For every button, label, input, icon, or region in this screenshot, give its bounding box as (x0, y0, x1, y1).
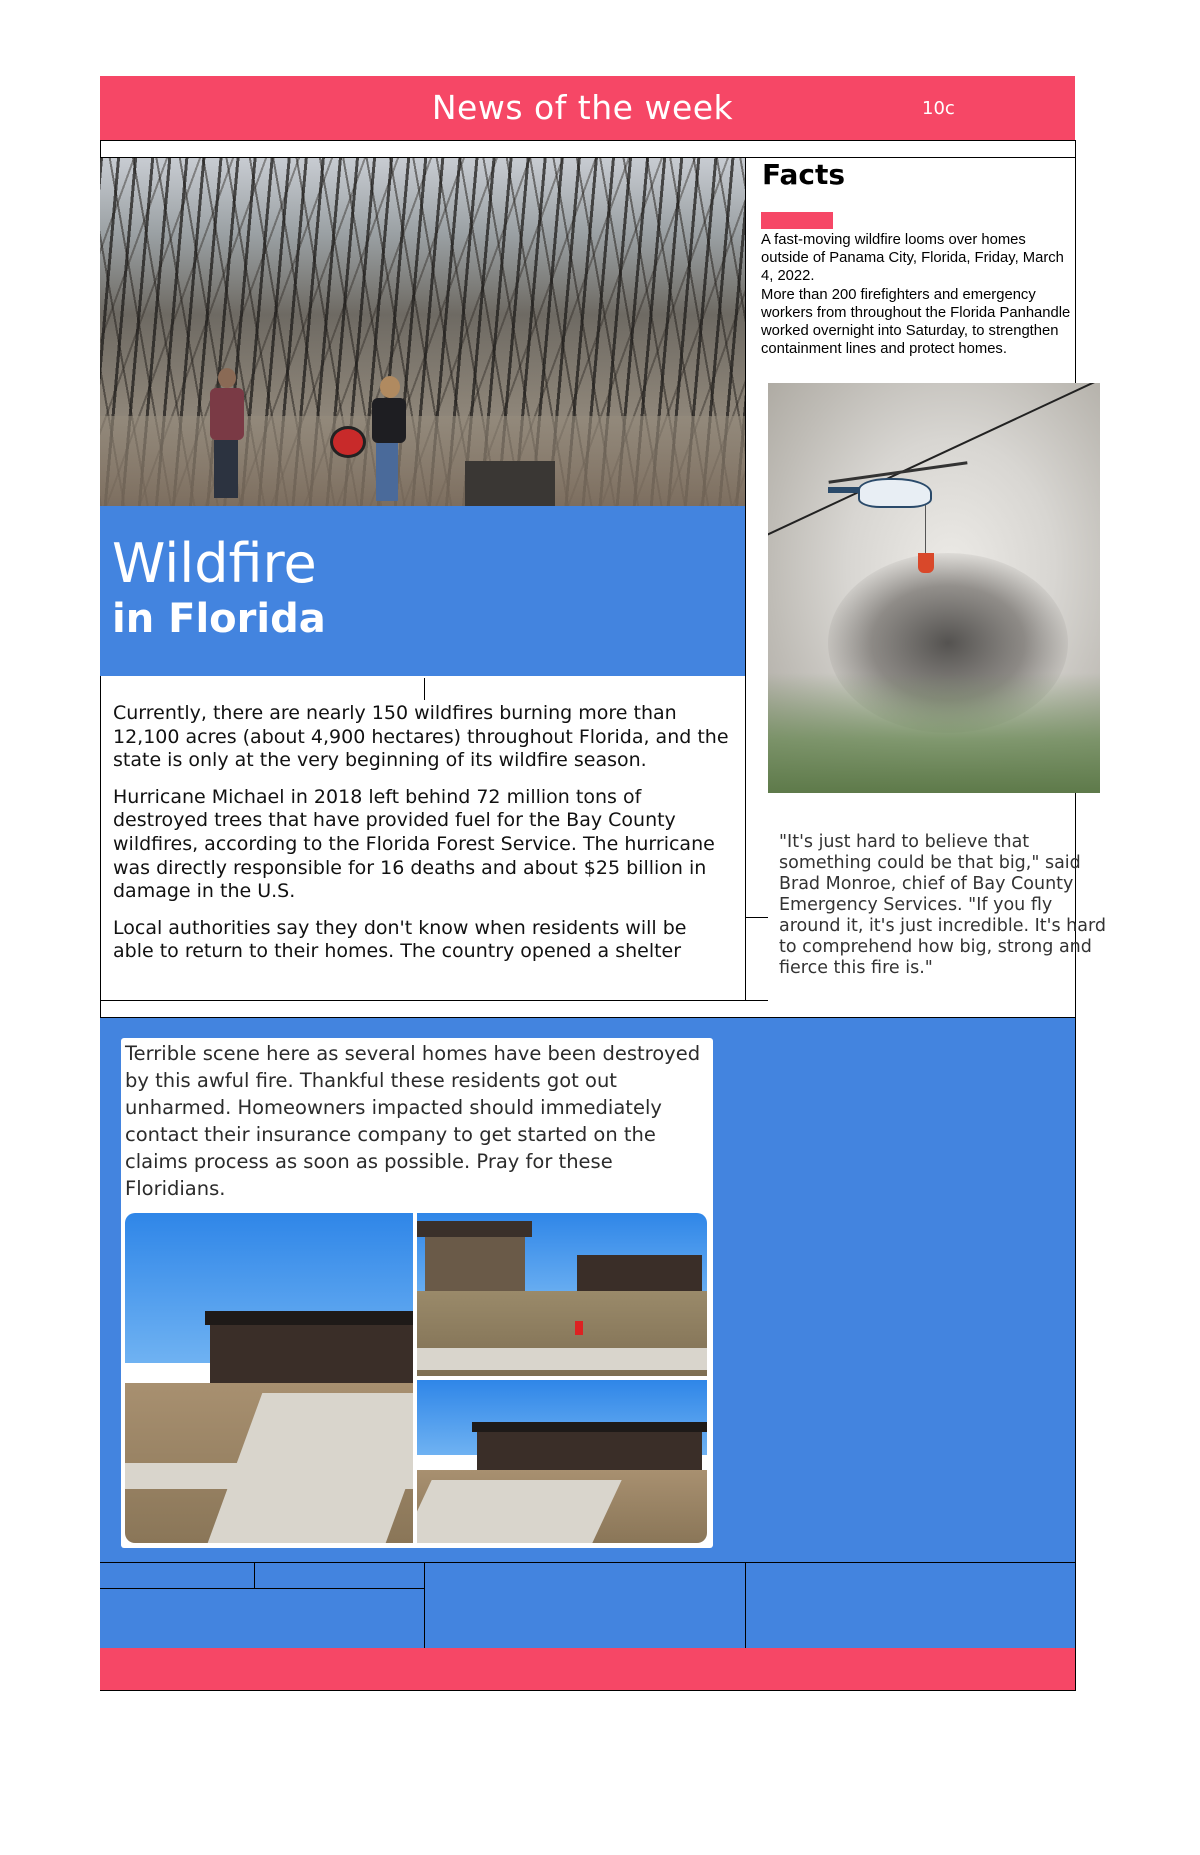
grid-rule-3 (254, 1562, 255, 1588)
frame-rule-1 (100, 140, 1076, 141)
pull-quote: "It's just hard to believe that something could be that big," said Brad Monroe, chief of Bay County Emergency Services. "If you fly around it, it's just incredible. It's hard to comprehend how big, strong and fierce this fire is." (779, 832, 1106, 978)
wildfire-aftermath-photo (100, 158, 745, 506)
article-bottom-rule (100, 1000, 768, 1001)
masthead-title: News of the week (431, 88, 734, 127)
grid-rule-2 (100, 1588, 425, 1589)
facts-heading: Facts (762, 158, 846, 191)
article-body (113, 702, 733, 994)
frame-bottom (100, 1690, 1076, 1691)
damaged-homes-photo (417, 1213, 707, 1376)
burned-house-photo (125, 1213, 413, 1543)
footer-bar (100, 1648, 1075, 1690)
article-paragraph: Currently, there are nearly 150 wildfires burning more than 12,100 acres (about 4,900 hectares) throughout Florida, and the state is only at the very beginning of its wildfire season. (113, 702, 729, 772)
destroyed-house-photo (417, 1380, 707, 1543)
social-post-text: Terrible scene here as several homes have been destroyed by this awful fire. Thankful these residents got out unharmed. Homeowners impacted should immediately contact their insurance company to get started on the claims process as soon as possible. Pray for these Floridians. (125, 1042, 701, 1200)
headline-main: Wildfire (112, 532, 317, 595)
photo-gallery (125, 1213, 707, 1543)
quote-connector (745, 917, 768, 918)
headline-sub: in Florida (112, 596, 326, 642)
grid-rule-4 (424, 1562, 425, 1648)
facts-accent-bar (761, 212, 833, 229)
issue-price: 10c (922, 98, 955, 119)
grid-rule-1 (100, 1562, 1076, 1563)
article-paragraph: Hurricane Michael in 2018 left behind 72 million tons of destroyed trees that have provided fuel for the Bay County wildfires, according to the Florida Forest Service. The hurricane was directly responsible for 16 deaths and about $25 billion in damage in the U.S. (113, 785, 715, 903)
facts-text: A fast-moving wildfire looms over homes outside of Panama City, Florida, Friday, March 4, 2022. More than 200 firefighters and emergency workers from throughout the Florida Panhandle worked overnight into Saturday, to strengthen containment lines and protect homes. (761, 232, 1071, 358)
article-paragraph: Local authorities say they don't know when residents will be able to return to their homes. The country opened a shelter (113, 916, 687, 963)
tick-rule (424, 678, 425, 700)
column-divider (745, 157, 746, 1000)
grid-rule-5 (745, 1562, 746, 1648)
quote-tick (1075, 795, 1076, 825)
helicopter-photo (768, 383, 1100, 793)
